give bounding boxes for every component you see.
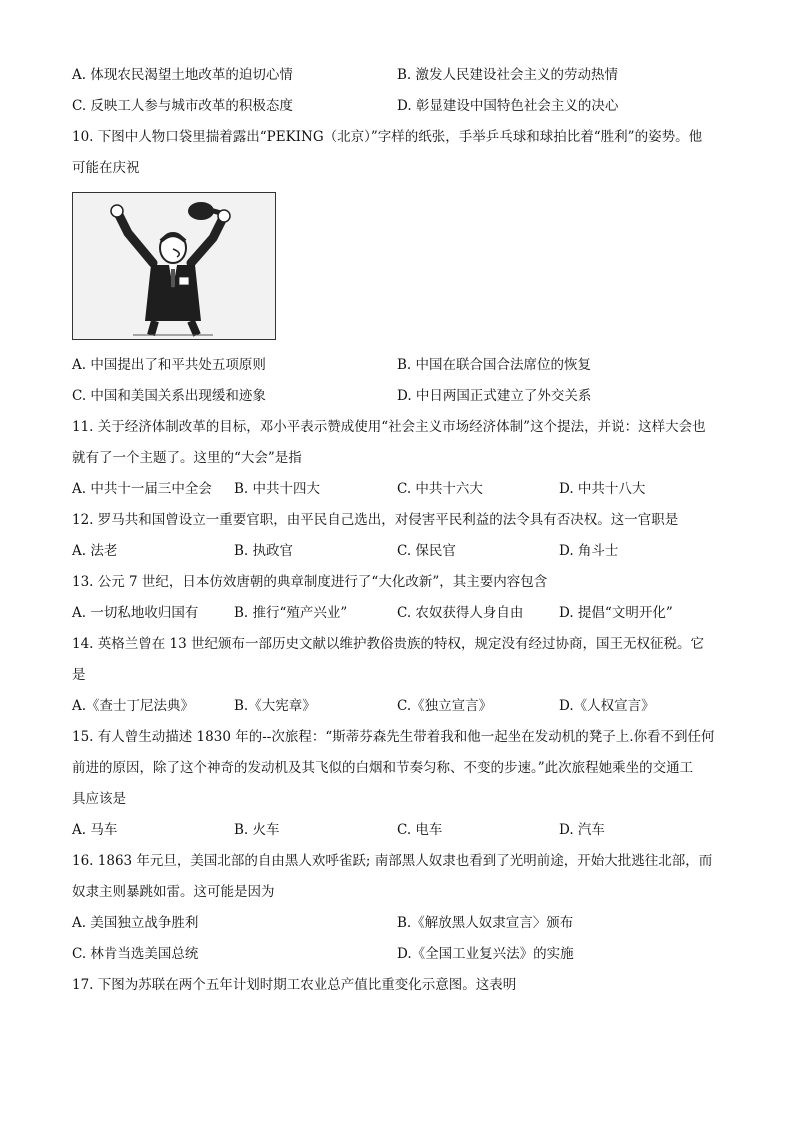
q16-option-a[interactable]: A. 美国独立战争胜利 bbox=[72, 915, 199, 931]
q16-stem-line-2: 奴隶主则暴跳如雷。这可能是因为 bbox=[72, 884, 275, 900]
q12-options-row bbox=[72, 536, 722, 567]
q12-option-b[interactable]: B. 执政官 bbox=[234, 543, 294, 559]
q13-option-c[interactable]: C. 农奴获得人身自由 bbox=[397, 605, 524, 621]
q11-option-d[interactable]: D. 中共十八大 bbox=[559, 481, 646, 497]
q13-option-b[interactable]: B. 推行“殖产兴业” bbox=[234, 605, 348, 621]
q14-stem-line-2: 是 bbox=[72, 667, 86, 683]
q16-option-c[interactable]: C. 林肯当选美国总统 bbox=[72, 946, 199, 962]
q13-option-a[interactable]: A. 一切私地收归国有 bbox=[72, 605, 199, 621]
q12-option-d[interactable]: D. 角斗士 bbox=[559, 543, 619, 559]
q14-option-a[interactable]: A.《查士丁尼法典》 bbox=[72, 698, 195, 714]
q16-option-b[interactable]: B.《解放黑人奴隶宣言〉颁布 bbox=[397, 915, 574, 931]
q9-option-b[interactable]: B. 激发人民建设社会主义的劳动热情 bbox=[397, 67, 619, 83]
q16-options-row-2 bbox=[72, 939, 722, 970]
q10-option-c[interactable]: C. 中国和美国关系出现缓和迹象 bbox=[72, 388, 266, 404]
q15-stem-line-2: 前进的原因，除了这个神奇的发动机及其飞似的白烟和节奏匀称、不变的步速。”此次旅程她乘坐的交通工 bbox=[72, 760, 694, 776]
q10-option-a[interactable]: A. 中国提出了和平共处五项原则 bbox=[72, 357, 266, 373]
q10-option-d[interactable]: D. 中日两国正式建立了外交关系 bbox=[397, 388, 592, 404]
q14-options-row bbox=[72, 691, 722, 722]
q12-option-c[interactable]: C. 保民官 bbox=[397, 543, 456, 559]
q15-option-d[interactable]: D. 汽车 bbox=[559, 822, 605, 838]
q10-options-row-2 bbox=[72, 381, 722, 412]
q11-option-b[interactable]: B. 中共十四大 bbox=[234, 481, 321, 497]
q16-option-d[interactable]: D.《全国工业复兴法》的实施 bbox=[397, 946, 574, 962]
q11-stem-line-2: 就有了一个主题了。这里的“大会”是指 bbox=[72, 450, 302, 466]
q14-option-b[interactable]: B.《大宪章》 bbox=[234, 698, 316, 714]
q14-option-d[interactable]: D.《人权宣言》 bbox=[559, 698, 655, 714]
q9-option-c[interactable]: C. 反映工人参与城市改革的积极态度 bbox=[72, 98, 293, 114]
cartoon-man-pingpong-illustration bbox=[73, 193, 275, 339]
q10-stem-line-1: 10. 下图中人物口袋里揣着露出“PEKING（北京）”字样的纸张，手举乒乓球和球拍比着“胜利”的姿势。他 bbox=[72, 129, 703, 145]
q14-option-c[interactable]: C.《独立宣言》 bbox=[397, 698, 493, 714]
q9-options-row-2 bbox=[72, 91, 722, 122]
q9-option-a[interactable]: A. 体现农民渴望土地改革的迫切心情 bbox=[72, 67, 293, 83]
q16-stem-line-1: 16. 1863 年元旦，美国北部的自由黑人欢呼雀跃; 南部黑人奴隶也看到了光明前途，开始大批逃往北部，而 bbox=[72, 853, 713, 869]
q16-options-row-1 bbox=[72, 908, 722, 939]
exam-page bbox=[72, 60, 722, 1001]
q13-stem-line-1: 13. 公元 7 世纪，日本仿效唐朝的典章制度进行了“大化改新”，其主要内容包含 bbox=[72, 574, 548, 590]
q10-stem-line-2: 可能在庆祝 bbox=[72, 160, 140, 176]
q15-option-a[interactable]: A. 马车 bbox=[72, 822, 118, 838]
cartoon-figure bbox=[72, 192, 276, 340]
q11-option-c[interactable]: C. 中共十六大 bbox=[397, 481, 483, 497]
q11-options-row bbox=[72, 474, 722, 505]
q15-option-b[interactable]: B. 火车 bbox=[234, 822, 280, 838]
q11-option-a[interactable]: A. 中共十一届三中全会 bbox=[72, 481, 212, 497]
q9-options-row-1 bbox=[72, 60, 722, 91]
q14-stem-line-1: 14. 英格兰曾在 13 世纪颁布一部历史文献以维护教俗贵族的特权，规定没有经过协商，国王无权征税。它 bbox=[72, 636, 705, 652]
q10-option-b[interactable]: B. 中国在联合国合法席位的恢复 bbox=[397, 357, 592, 373]
q13-options-row bbox=[72, 598, 722, 629]
q9-option-d[interactable]: D. 彰显建设中国特色社会主义的决心 bbox=[397, 98, 619, 114]
q12-option-a[interactable]: A. 法老 bbox=[72, 543, 118, 559]
q17-stem-line-1: 17. 下图为苏联在两个五年计划时期工农业总产值比重变化示意图。这表明 bbox=[72, 977, 517, 993]
q12-stem-line-1: 12. 罗马共和国曾设立一重要官职，由平民自己选出，对侵害平民利益的法令具有否决权。这一官职是 bbox=[72, 512, 679, 528]
q15-options-row bbox=[72, 815, 722, 846]
q15-option-c[interactable]: C. 电车 bbox=[397, 822, 443, 838]
q15-stem-line-1: 15. 有人曾生动描述 1830 年的--次旅程：“斯蒂芬森先生带着我和他一起坐在发动机的凳子上.你看不到任何 bbox=[72, 729, 715, 745]
q15-stem-line-3: 具应该是 bbox=[72, 791, 126, 807]
q13-option-d[interactable]: D. 提倡“文明开化” bbox=[559, 605, 673, 621]
q11-stem-line-1: 11. 关于经济体制改革的目标，邓小平表示赞成使用“社会主义市场经济体制”这个提法，并说：这样大会也 bbox=[72, 419, 706, 435]
q10-options-row-1 bbox=[72, 350, 722, 381]
